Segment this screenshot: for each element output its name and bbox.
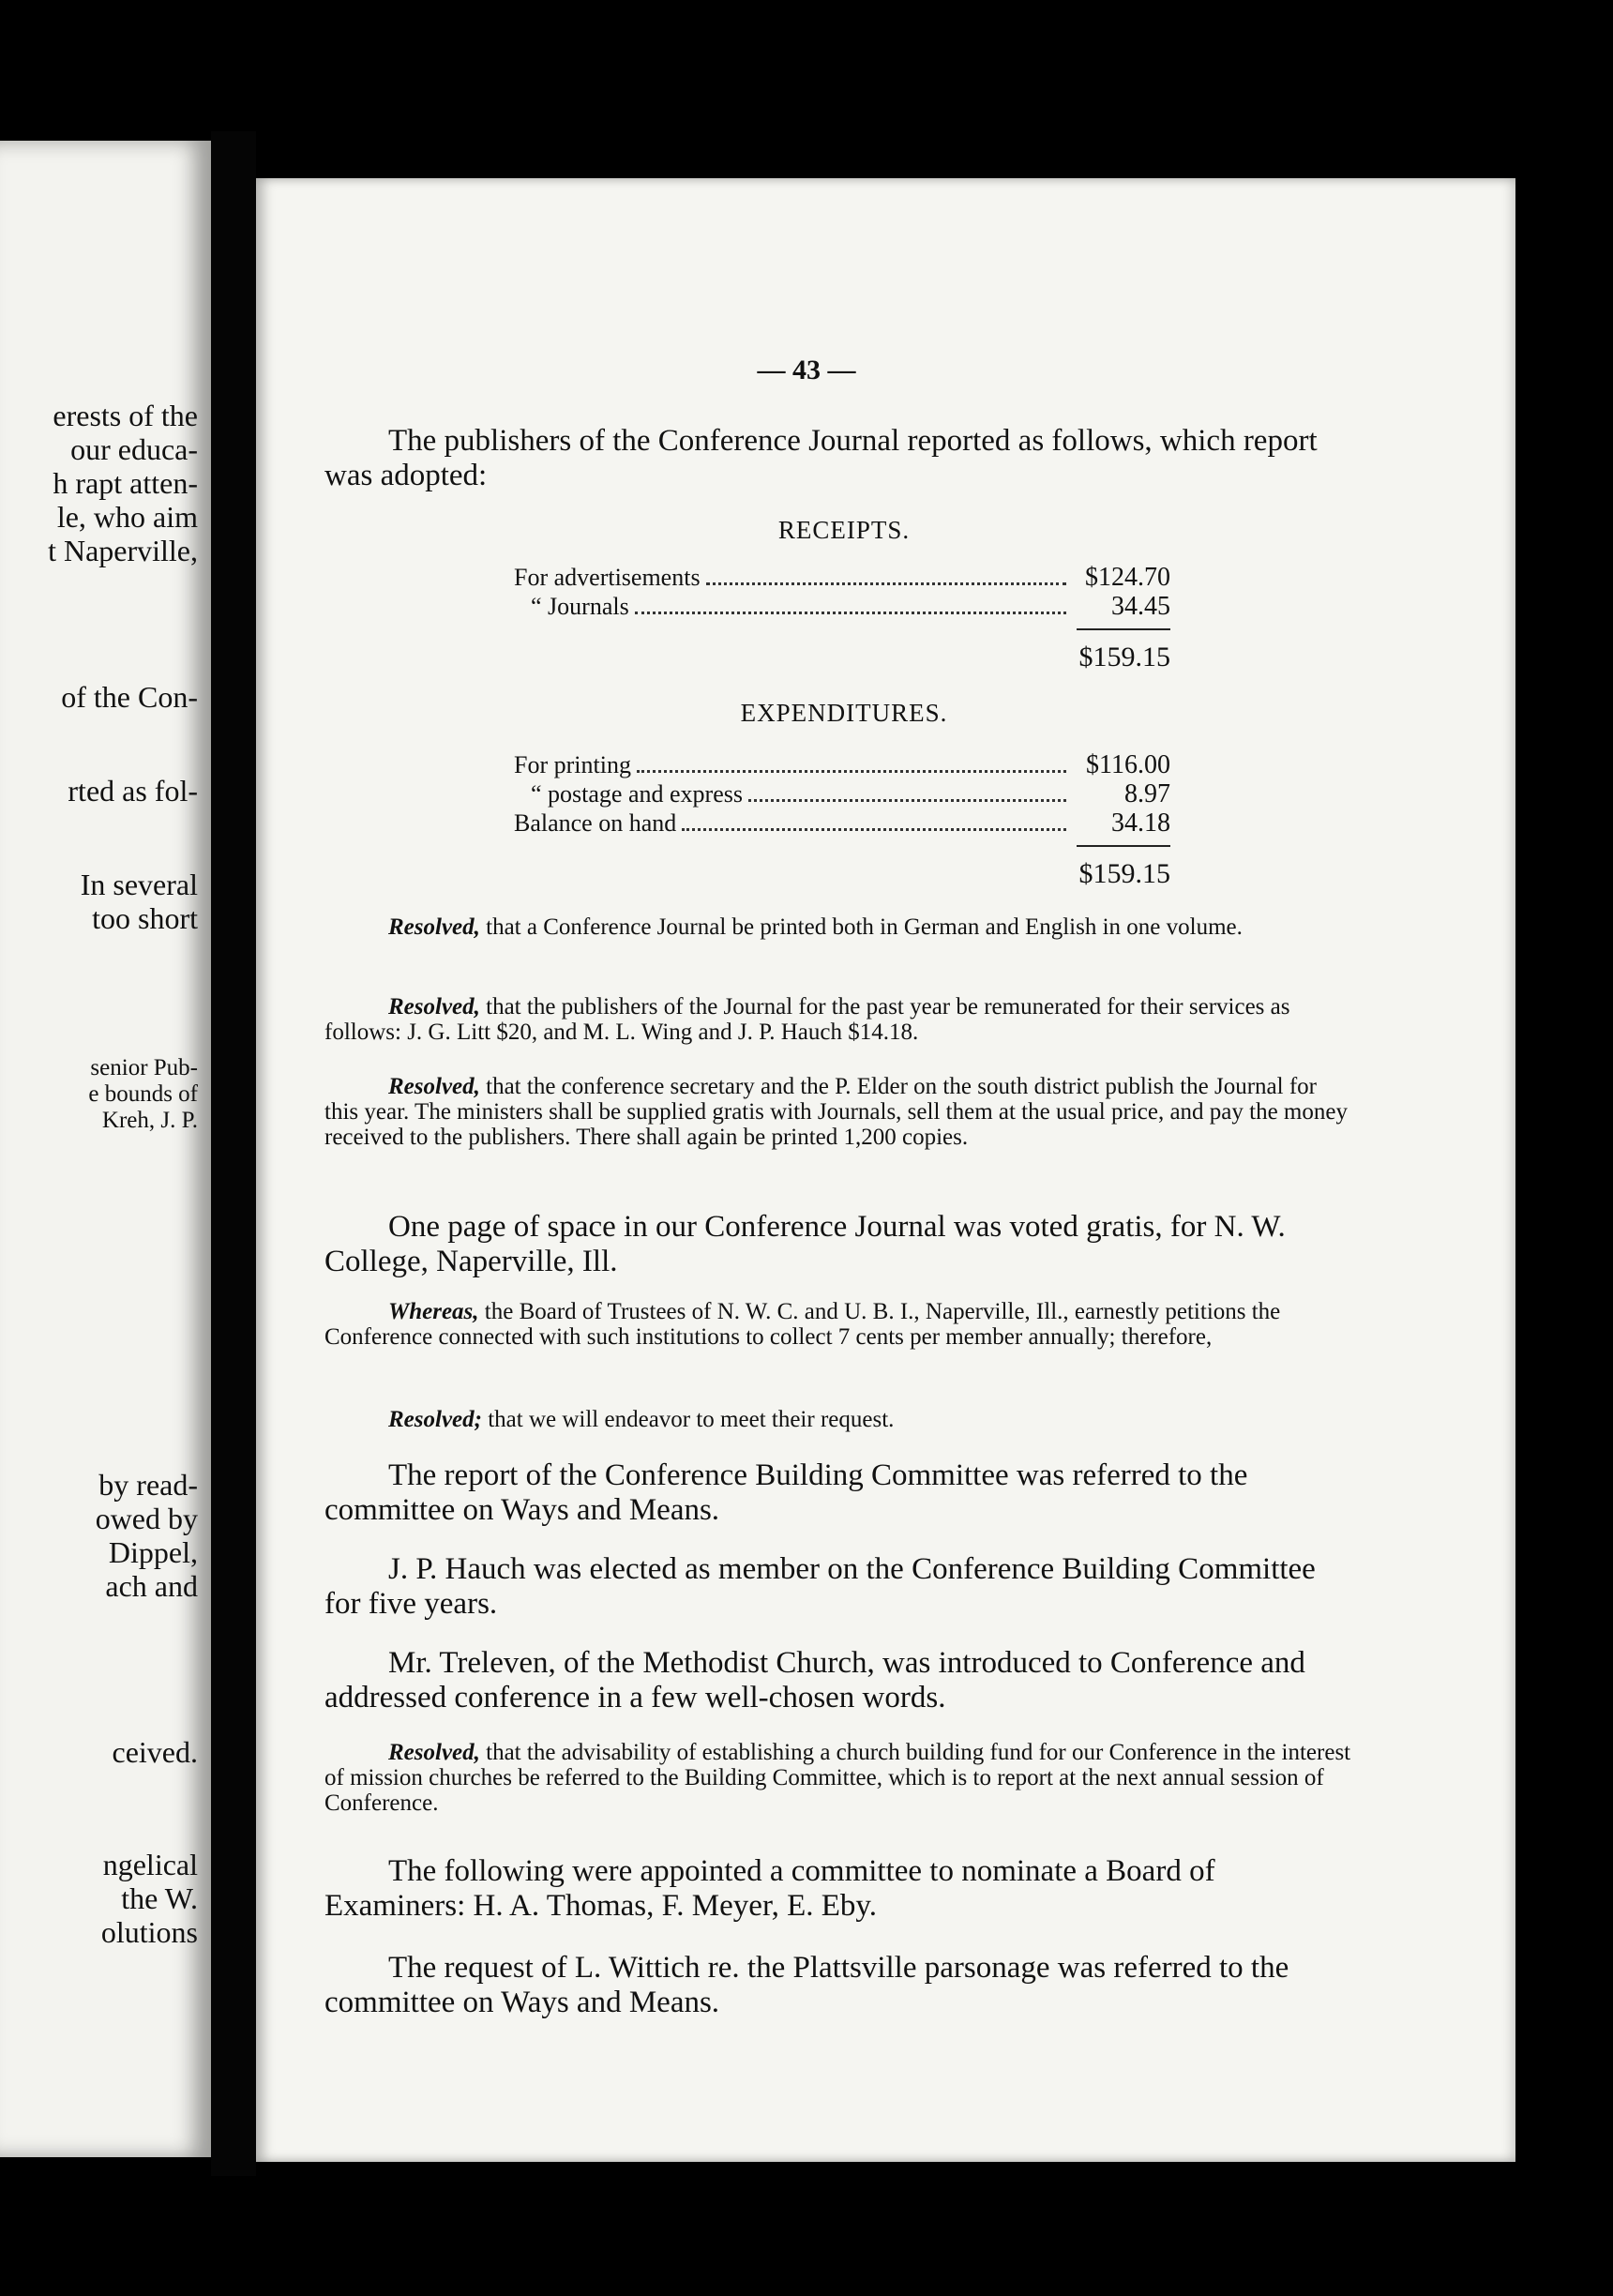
resolved-keyword: Resolved, [388, 994, 480, 1020]
ledger-amount: $116.00 [1086, 750, 1170, 779]
ledger-amount: 34.18 [1111, 808, 1170, 838]
left-text-line: ceived. [112, 1735, 198, 1769]
ledger-row [514, 779, 1170, 808]
body-paragraph: One page of space in our Conference Journal was voted gratis, for N. W. College, Naperville, Ill. [324, 1210, 1286, 1278]
body-paragraph: The following were appointed a committee to nominate a Board of Examiners: H. A. Thomas, F. Meyer, E. Eby. [324, 1854, 1215, 1923]
ledger-label: Balance on hand [514, 809, 677, 837]
left-text-line: h rapt atten- [53, 466, 198, 500]
ledger-total: $159.15 [1078, 858, 1170, 889]
left-text-line: by read- [98, 1468, 198, 1502]
left-text-line: olutions [100, 1915, 198, 1949]
left-text-line: ngelical [102, 1848, 198, 1881]
leader-dots [635, 612, 1066, 614]
resolution-text: that the conference secretary and the P. Elder on the south district publish the Journal for this year. The ministers shall be supplied gratis with Journals, sell them at the usual price, and pay the money received to the publishers. There shall again be printed 1,200 copies. [324, 1074, 1348, 1150]
sum-rule [1077, 845, 1170, 847]
intro-paragraph: The publishers of the Conference Journal reported as follows, which report was adopted: [324, 424, 1318, 492]
left-text-line: t Naperville, [48, 534, 198, 567]
ledger-amount: 34.45 [1111, 592, 1170, 621]
resolution-paragraph [324, 994, 1356, 1045]
ledger-label: “ postage and express [531, 780, 743, 808]
left-text-line: e bounds of [88, 1081, 198, 1107]
left-text-line: the W. [121, 1881, 198, 1915]
resolution-paragraph [324, 1407, 1356, 1432]
leader-dots [748, 799, 1066, 802]
resolution-paragraph [324, 914, 1356, 940]
left-text-line: senior Pub- [90, 1055, 198, 1080]
resolution-paragraph [324, 1074, 1356, 1150]
ledger-total: $159.15 [1078, 642, 1170, 672]
ledger-row [514, 750, 1170, 779]
resolution-text: that a Conference Journal be printed both in German and English in one volume. [486, 914, 1243, 940]
left-text-line: too short [92, 901, 198, 935]
ledger-label: For printing [514, 751, 631, 778]
ledger-label: For advertisements [514, 564, 701, 591]
left-text-line: owed by [95, 1502, 198, 1535]
body-paragraph: Mr. Treleven, of the Methodist Church, was introduced to Conference and addressed conference in a few well-chosen words. [324, 1646, 1305, 1714]
resolution-text: that the advisability of establishing a church building fund for our Conference in the interest of mission churches be referred to the Building Committee, which is to report at the next annual session of Conference. [324, 1740, 1351, 1816]
body-paragraph: The report of the Conference Building Committee was referred to the committee on Ways and Means. [324, 1458, 1248, 1527]
receipts-heading: RECEIPTS. [777, 516, 911, 544]
left-text-line: In several [80, 868, 198, 901]
left-text-line: ach and [105, 1569, 198, 1603]
left-text-line: Kreh, J. P. [101, 1108, 198, 1133]
ledger-row [514, 808, 1170, 838]
resolved-keyword: Resolved, [388, 1074, 480, 1099]
whereas-text: the Board of Trustees of N. W. C. and U. B. I., Naperville, Ill., earnestly petitions the Conference connected with such institutions to collect 7 cents per member annually; therefore, [324, 1299, 1281, 1350]
resolution-text: that the publishers of the Journal for the past year be remunerated for their services as follows: J. G. Litt $20, and M. L. Wing and J. P. Hauch $14.18. [324, 994, 1290, 1045]
left-text-line: Dippel, [108, 1535, 198, 1569]
ledger-row [514, 592, 1170, 621]
left-text-line: erests of the [53, 399, 198, 432]
sum-rule [1077, 628, 1170, 630]
ledger-row [514, 563, 1170, 592]
left-text-line: le, who aim [56, 500, 198, 534]
book-gutter [211, 131, 256, 2176]
whereas-keyword: Whereas, [388, 1299, 479, 1324]
left-page-fragment [0, 141, 211, 2157]
expenditures-ledger [514, 750, 1170, 890]
page-number: — 43 — [757, 355, 856, 385]
body-paragraph: The request of L. Wittich re. the Plattsville parsonage was referred to the committee on Ways and Means. [324, 1951, 1289, 2019]
resolution-paragraph [324, 1740, 1356, 1816]
left-text-line: our educa- [70, 432, 198, 466]
left-text-line: rted as fol- [68, 774, 198, 808]
whereas-paragraph [324, 1299, 1356, 1350]
leader-dots [637, 770, 1066, 773]
resolution-text: that we will endeavor to meet their request. [488, 1407, 895, 1432]
ledger-amount: $124.70 [1085, 563, 1170, 592]
body-paragraph: J. P. Hauch was elected as member on the Conference Building Committee for five years. [324, 1552, 1316, 1621]
left-text-line: of the Con- [61, 680, 198, 714]
resolved-keyword: Resolved, [388, 1740, 480, 1765]
expenditures-heading: EXPENDITURES. [740, 699, 948, 727]
leader-dots [706, 582, 1066, 585]
ledger-label: “ Journals [531, 593, 629, 620]
ledger-amount: 8.97 [1124, 779, 1170, 808]
resolved-keyword: Resolved, [388, 914, 480, 940]
receipts-ledger [514, 563, 1170, 673]
resolved-keyword: Resolved; [388, 1407, 482, 1432]
leader-dots [682, 828, 1066, 831]
